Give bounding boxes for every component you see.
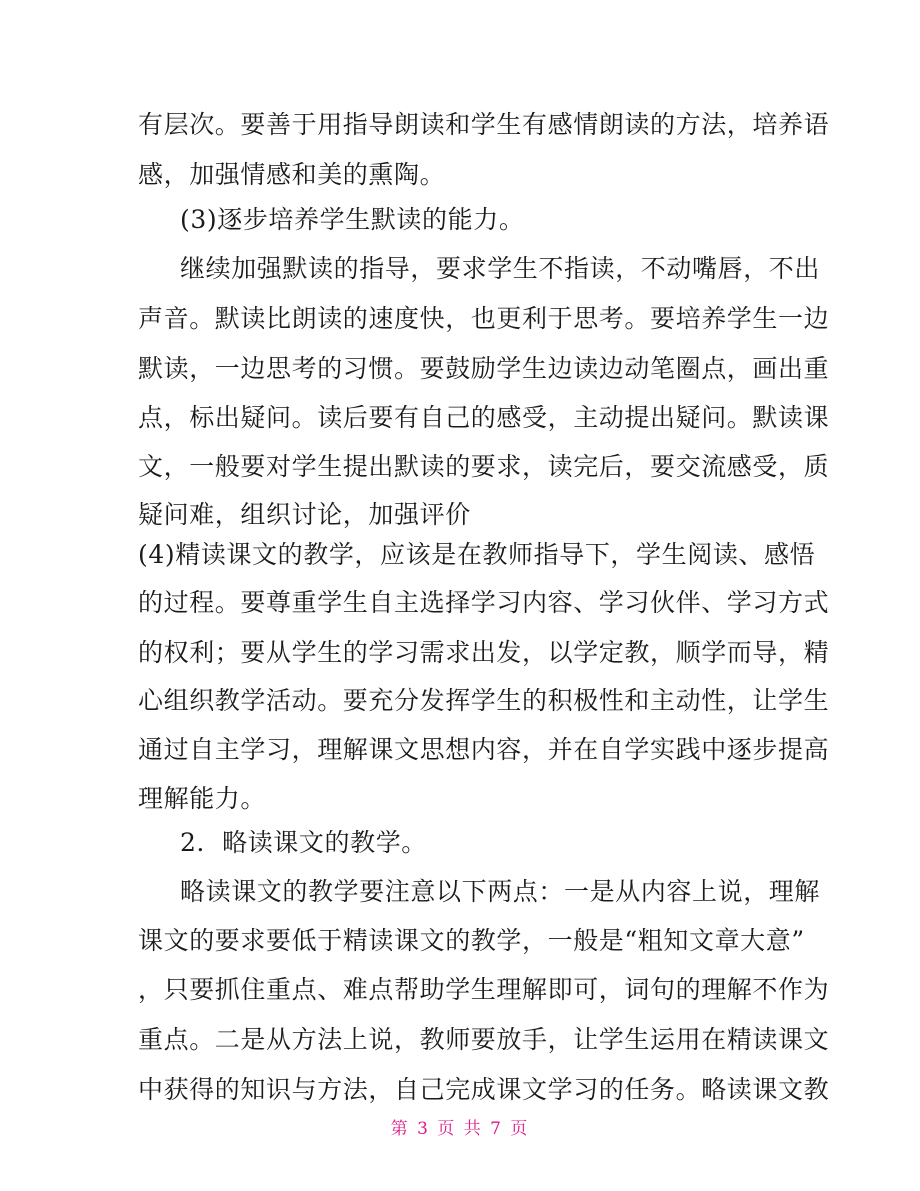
text-line: 默读，一边思考的习惯。要鼓励学生边读边动笔圈点，画出重 bbox=[138, 354, 830, 383]
text-line: 声音。默读比朗读的速度快，也更利于思考。要培养学生一边 bbox=[138, 304, 830, 333]
text-line: 文，一般要对学生提出默读的要求，读完后，要交流感受，质 bbox=[138, 452, 830, 481]
text-line: ，只要抓住重点、难点帮助学生理解即可，词句的理解不作为 bbox=[138, 975, 830, 1004]
text-line: 感，加强情感和美的熏陶。 bbox=[138, 160, 446, 189]
text-line: 重点。二是从方法上说，教师要放手，让学生运用在精读课文 bbox=[138, 1025, 830, 1054]
text-line: 的权利；要从学生的学习需求出发，以学定教，顺学而导，精 bbox=[138, 638, 830, 667]
text-line: 心组织教学活动。要充分发挥学生的积极性和主动性，让学生 bbox=[138, 686, 830, 715]
text-line: 通过自主学习，理解课文思想内容，并在自学实践中逐步提高 bbox=[138, 735, 830, 764]
paragraph-start-line: 略读课文的教学要注意以下两点：一是从内容上说，理解 bbox=[180, 877, 821, 906]
text-line: 的过程。要尊重学生自主选择学习内容、学习伙伴、学习方式 bbox=[138, 588, 830, 617]
paragraph-start-line: 继续加强默读的指导，要求学生不指读，不动嘴唇，不出 bbox=[180, 254, 821, 283]
section-heading: (3)逐步培养学生默读的能力。 bbox=[180, 205, 525, 234]
section-heading: 2．略读课文的教学。 bbox=[180, 828, 427, 857]
text-line: 中获得的知识与方法，自己完成课文学习的任务。略读课文教 bbox=[138, 1075, 830, 1104]
section-heading: (4)精读课文的教学，应该是在教师指导下，学生阅读、感悟 bbox=[138, 540, 816, 569]
text-line: 疑问难，组织讨论，加强评价 bbox=[138, 500, 471, 529]
text-line: 有层次。要善于用指导朗读和学生有感情朗读的方法，培养语 bbox=[138, 110, 830, 139]
text-line: 点，标出疑问。读后要有自己的感受，主动提出疑问。默读课 bbox=[138, 403, 830, 432]
text-line: 课文的要求要低于精读课文的教学，一般是“粗知文章大意” bbox=[138, 926, 805, 955]
text-line: 理解能力。 bbox=[138, 784, 267, 813]
page-footer: 第 3 页 共 7 页 bbox=[390, 1119, 530, 1139]
